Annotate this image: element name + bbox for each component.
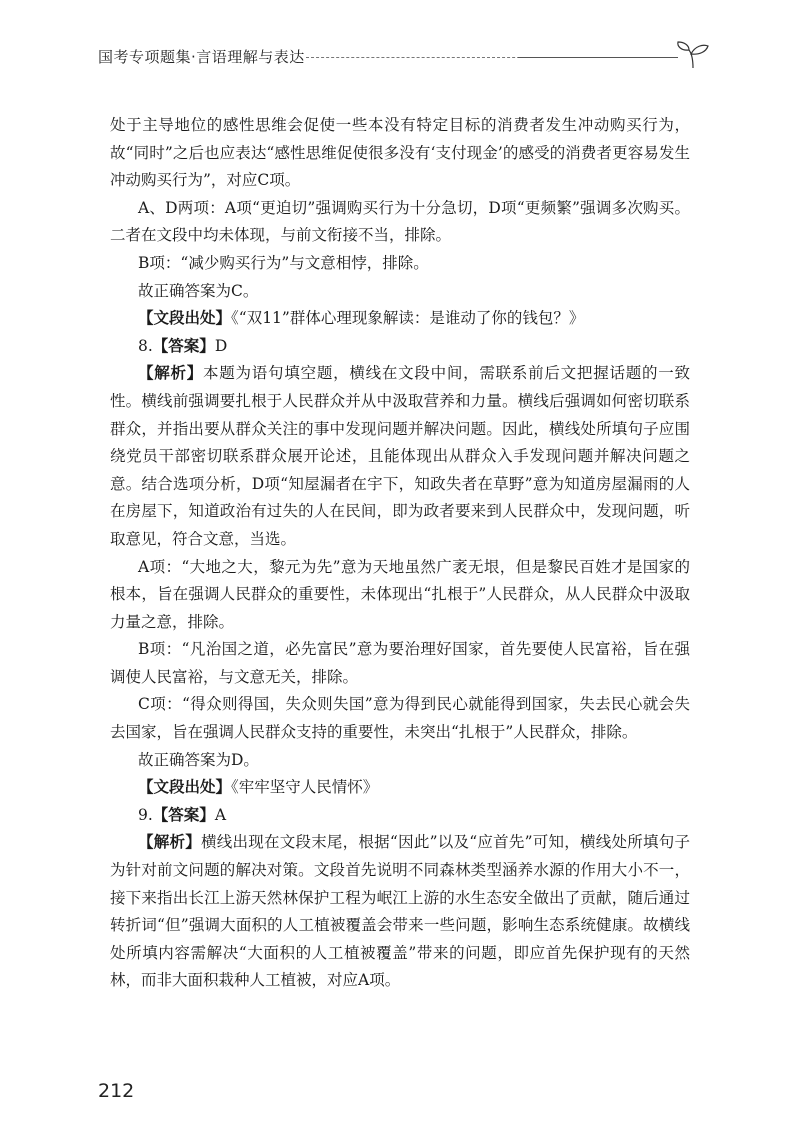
- answer-value: D: [214, 336, 228, 355]
- analysis-text: 本题为语句填空题，横线在文段中间，需联系前后文把握话题的一致性。横线前强调要扎根于人民群众并从中汲取营养和力量。横线后强调如何密切联系群众，并指出要从群众关注的事中发现问题并解决问题。因此，横线处所填句子应围绕党员干部密切联系群众展开论述，且能体现出从群众入手发现问题并解决问题之意。结合选项分析，D项“知屋漏者在宇下，知政失者在草野”意为知道房屋漏雨的人在房屋下，知道政治有过失的人在民间，即为政者要来到人民群众中，发现问题，听取意见，符合文意，当选。: [110, 364, 690, 548]
- question-number: 9.: [138, 805, 153, 824]
- answer-value: A: [214, 805, 227, 824]
- sprout-icon: [673, 40, 713, 70]
- header-title: 国考专项题集·言语理解与表达: [98, 48, 305, 66]
- answer-line: [110, 802, 690, 830]
- paragraph: 故正确答案为C。: [138, 281, 259, 300]
- source-line: [110, 774, 690, 802]
- header-divider-solid: [518, 57, 678, 58]
- paragraph: 故正确答案为D。: [138, 750, 259, 769]
- paragraph: A、D两项：A项“更迫切”强调购买行为十分急切，D项“更频繁”强调多次购买。二者在文段中均未体现，与前文衔接不当，排除。: [110, 198, 690, 245]
- page-number: 212: [98, 1080, 135, 1102]
- source-label: 【文段出处】: [138, 778, 232, 797]
- analysis-label: 【解析】: [138, 833, 201, 852]
- source-text: 《“双11”群体心理现象解读：是谁动了你的钱包？》: [231, 309, 585, 328]
- answer-label: 【答案】: [152, 805, 215, 824]
- source-line: [110, 305, 690, 333]
- answer-line: [110, 333, 690, 361]
- analysis-label: 【解析】: [138, 364, 204, 383]
- paragraph: B项：“减少购买行为”与文意相悖，排除。: [138, 253, 429, 272]
- paragraph: A项：“大地之大，黎元为先”意为天地虽然广袤无垠，但是黎民百姓才是国家的根本，旨在强调人民群众的重要性，未体现出“扎根于”人民群众，从人民群众中汲取力量之意，排除。: [110, 557, 690, 631]
- source-text: 《牢牢坚守人民情怀》: [231, 778, 379, 797]
- analysis-text: 横线出现在文段末尾，根据“因此”以及“应首先”可知，横线处所填句子为针对前文问题的解决对策。文段首先说明不同森林类型涵养水源的作用大小不一，接下来指出长江上游天然林保护工程为岷江上游的水生态安全做出了贡献，随后通过转折词“但”强调大面积的人工植被覆盖会带来一些问题，影响生态系统健康。故横线处所填内容需解决“大面积的人工植被覆盖”带来的问题，即应首先保护现有的天然林，而非大面积栽种人工植被，对应A项。: [110, 833, 690, 990]
- paragraph: B项：“凡治国之道，必先富民”意为要治理好国家，首先要使人民富裕，旨在强调使人民富裕，与文意无关，排除。: [110, 640, 690, 686]
- analysis-paragraph: [110, 360, 690, 553]
- paragraph: C项：“得众则得国，失众则失国”意为得到民心就能得到国家，失去民心就会失去国家，旨在强调人民群众支持的重要性，未突出“扎根于”人民群众，排除。: [110, 695, 690, 742]
- analysis-paragraph: [110, 829, 690, 995]
- page-body: [110, 112, 690, 995]
- source-label: 【文段出处】: [138, 309, 232, 328]
- paragraph: 处于主导地位的感性思维会促使一些本没有特定目标的消费者发生冲动购买行为，故“同时”之后也应表达“感性思维促使很多没有‘支付现金’的感受的消费者更容易发生冲动购买行为”，对应C项。: [110, 116, 690, 190]
- page-header: [98, 40, 710, 72]
- answer-label: 【答案】: [152, 336, 215, 355]
- question-number: 8.: [138, 336, 153, 355]
